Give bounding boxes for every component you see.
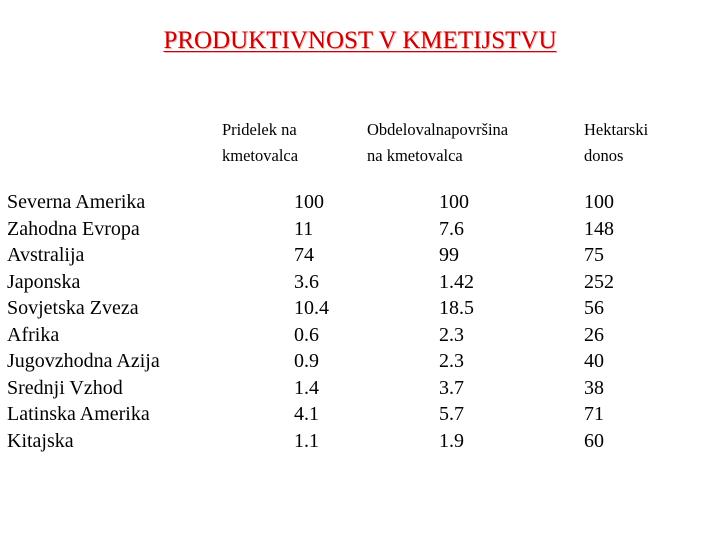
region-label: Sovjetska Zveza	[7, 297, 139, 319]
header-pridelek: Pridelek na kmetovalca	[222, 120, 299, 165]
pridelek-column	[294, 189, 329, 454]
region-label: Zahodna Evropa	[7, 217, 140, 240]
povrsina-column	[439, 189, 474, 454]
region-label: Latinska Amerika	[7, 403, 150, 425]
povrsina-value: 18.5	[439, 297, 474, 319]
region-label: Avstralija	[7, 244, 85, 266]
region-label: Kitajska	[7, 429, 74, 452]
pridelek-value: 0.9	[294, 350, 319, 372]
donos-value: 60	[584, 429, 604, 452]
region-label: Srednji Vzhod	[7, 376, 123, 399]
povrsina-value: 99	[439, 244, 459, 266]
donos-value: 252	[584, 270, 614, 293]
povrsina-value: 5.7	[439, 403, 464, 425]
donos-value: 26	[584, 323, 604, 346]
povrsina-value: 3.7	[439, 376, 464, 399]
donos-value: 148	[584, 217, 614, 240]
donos-value: 71	[584, 403, 604, 425]
region-label: Japonska	[7, 270, 81, 293]
povrsina-value: 2.3	[439, 350, 464, 372]
pridelek-value: 74	[294, 244, 314, 266]
region-label: Afrika	[7, 323, 60, 346]
povrsina-value: 100	[439, 191, 469, 213]
region-label: Severna Amerika	[7, 191, 146, 213]
page-title: PRODUKTIVNOST V KMETIJSTVU	[163, 27, 557, 54]
donos-value: 75	[584, 244, 604, 266]
pridelek-value: 11	[294, 217, 314, 240]
donos-value: 40	[584, 350, 604, 372]
povrsina-value: 1.42	[439, 270, 474, 293]
pridelek-value: 0.6	[294, 323, 319, 346]
povrsina-value: 2.3	[439, 323, 464, 346]
region-label: Jugovzhodna Azija	[7, 350, 160, 372]
donos-column	[584, 189, 614, 454]
header-donos: Hektarski donos	[584, 120, 649, 165]
pridelek-value: 10.4	[294, 297, 329, 319]
povrsina-value: 1.9	[439, 429, 464, 452]
pridelek-value: 1.4	[294, 376, 319, 399]
povrsina-value: 7.6	[439, 217, 464, 240]
donos-value: 56	[584, 297, 604, 319]
region-column	[7, 189, 160, 454]
donos-value: 38	[584, 376, 604, 399]
pridelek-value: 100	[294, 191, 324, 213]
pridelek-value: 4.1	[294, 403, 319, 425]
header-povrsina: Obdelovalnapovršina na kmetovalca	[367, 120, 509, 165]
pridelek-value: 1.1	[294, 429, 319, 452]
pridelek-value: 3.6	[294, 270, 319, 293]
donos-value: 100	[584, 191, 614, 213]
